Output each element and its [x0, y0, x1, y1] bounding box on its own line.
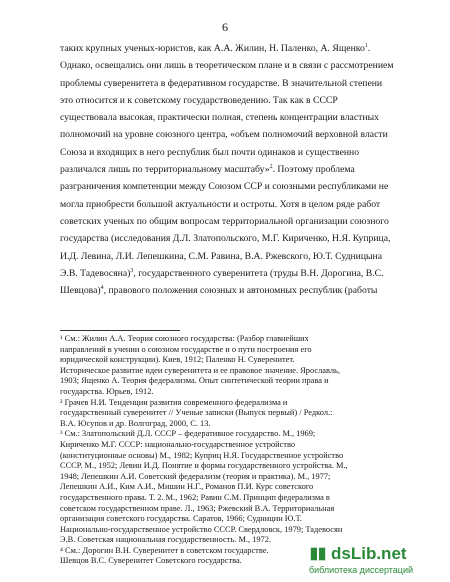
footnote-line: юридической конструкции). Киев, 1912; Паленко Н. Суверенитет.: [60, 355, 295, 365]
footnote-line: ³ См.: Златопольский Д.Л. СССР – федеративное государство. М., 1969;: [60, 429, 316, 439]
body-line: [60, 230, 415, 247]
footnote-divider: [60, 330, 180, 331]
book-icon: [309, 545, 327, 563]
footnote-line: организация советского государства. Саратов, 1966; Судницин Ю.Т.: [60, 514, 302, 524]
footnote-line: ² Грачев Н.И. Тенденции развития современного федерализма и: [60, 397, 288, 407]
body-line: [60, 126, 415, 143]
footnote-line: 1903; Ященко А. Теория федерализма. Опыт синтетической теории права и: [60, 376, 329, 386]
body-line-text: И.Д. Левина, Л.И. Лепешкина, С.М. Равина, В.А. Ржевского, Ю.Т. Судницына: [60, 250, 383, 262]
footnote-line: государства. Юрьев, 1912.: [60, 386, 154, 396]
footnote-line: Кириченко М.Г. СССР: национально-государственное устройство: [60, 439, 296, 449]
body-line-text: Э.В. Тадевосяна): [60, 267, 131, 279]
footnote-line: 1948; Лепешкин А.И. Советский федерализм (теория и практика). М., 1977;: [60, 471, 331, 481]
footnote-marker[interactable]: 2: [269, 163, 273, 170]
body-line: [60, 196, 415, 213]
body-line: [60, 213, 415, 230]
footnote-line: государственный суверенитет // Ученые записки (Выпуск первый) / Редкол.:: [60, 408, 333, 418]
footnote-line: направлений в учении о союзном государстве и о пути построения его: [60, 344, 312, 354]
footnote-line: ¹ См.: Жилин А.А. Теория союзного государства: (Разбор главнейших: [60, 334, 309, 343]
body-line: [60, 75, 415, 92]
body-line-text: государства (исследования Д.Л. Златопольского, М.Г. Кириченко, Н.Я. Куприца,: [60, 233, 391, 245]
body-line-text: таких крупных ученых-юристов, как А.А. Жилин, Н. Паленко, А. Ященко: [60, 43, 365, 54]
footnote-line: ⁴ См.: Дорогин В.Н. Суверенитет в советском государстве.: [60, 545, 269, 555]
body-line-text: Однако, освещались они лишь в теоретическом плане и в связи с рассмотрением: [60, 60, 394, 72]
footnote-marker[interactable]: 4: [100, 284, 104, 291]
body-line: [60, 178, 415, 195]
body-line-text: могла приобрести большой актуальности и остроты. Хотя в целом ряде работ: [60, 198, 381, 210]
page-number: 6: [222, 20, 228, 34]
body-line-text: различался лишь по территориальному масштабу»: [60, 164, 270, 176]
body-line-text: полномочий на уровне союзного центра, «объем полномочий верховной власти: [60, 129, 388, 141]
watermark-subtitle: библиотека диссертаций: [309, 565, 414, 575]
body-line: [60, 57, 415, 74]
body-line-tail: .: [367, 43, 371, 54]
body-line-tail: , государственного суверенитета (труды В.Н. Дорогина, В.С.: [133, 267, 384, 279]
body-line-tail: , правового положения союзных и автономных республик (работы: [103, 285, 378, 297]
footnote-line: Шевцов В.С. Суверенитет Советского государства.: [60, 556, 242, 566]
footnote-line: Лепешкин А.И., Ким А.И., Мишин Н.Г., Романов П.И. Курс советского: [60, 482, 314, 492]
footnote-line: (конституционные основы) М., 1982; Куприц Н.Я. Государственное устройство: [60, 450, 344, 460]
main-text: [60, 40, 415, 299]
footnote-line: государственного права. Т. 2. М., 1962; Равин С.М. Принцип федерализма в: [60, 492, 330, 502]
footnote-line: советском государственном праве. Л., 1963; Ржевский В.А. Территориальная: [60, 503, 335, 513]
body-line-text: проблемы суверенитета в федеративном государстве. В значительной степени: [60, 77, 383, 89]
body-line: [60, 144, 415, 161]
body-line: [60, 109, 415, 126]
footnotes: [60, 334, 422, 567]
body-line-text: советских ученых по общим вопросам территориальной организации союзного: [60, 215, 389, 227]
body-line-text: это относится и к советскому государствоведению. Так как в СССР: [60, 94, 338, 106]
body-line: [60, 248, 415, 265]
body-line: [60, 161, 415, 178]
body-line-text: Союза и входящих в него республик был почти одинаков и существенно: [60, 146, 360, 158]
footnote-line: СССР. М., 1952; Левин И.Д. Понятие и формы государственного устройства. М.,: [60, 461, 348, 471]
footnote-line: Э.В. Советская национальная государственность. М., 1972.: [60, 535, 272, 545]
body-line: [60, 92, 415, 109]
body-line-text: существовала высокая, практически полная, степень концентрации властных: [60, 112, 379, 124]
footnote-marker[interactable]: 1: [364, 42, 368, 49]
footnote-line: Национально-государственное устройство СССР. Свердловск, 1979; Тадевосян: [60, 524, 343, 534]
footnote-line: В.А. Юсупов и др. Волгоград, 2000, С. 13.: [60, 418, 211, 428]
body-line: [60, 40, 415, 57]
footnote-line: Историческое развитие идеи суверенитета и ее правовое значение. Ярославль,: [60, 365, 340, 375]
body-line: [60, 265, 415, 282]
body-line: [60, 282, 415, 299]
body-line-tail: . Поэтому проблема: [272, 164, 355, 176]
footnote-marker[interactable]: 3: [130, 267, 134, 274]
body-line-text: Шевцова): [60, 285, 101, 297]
watermark: [309, 544, 444, 578]
body-line-text: разграничения компетенции между Союзом ССР и союзными республиками не: [60, 181, 389, 193]
watermark-logo: dsLib.net: [331, 544, 407, 563]
